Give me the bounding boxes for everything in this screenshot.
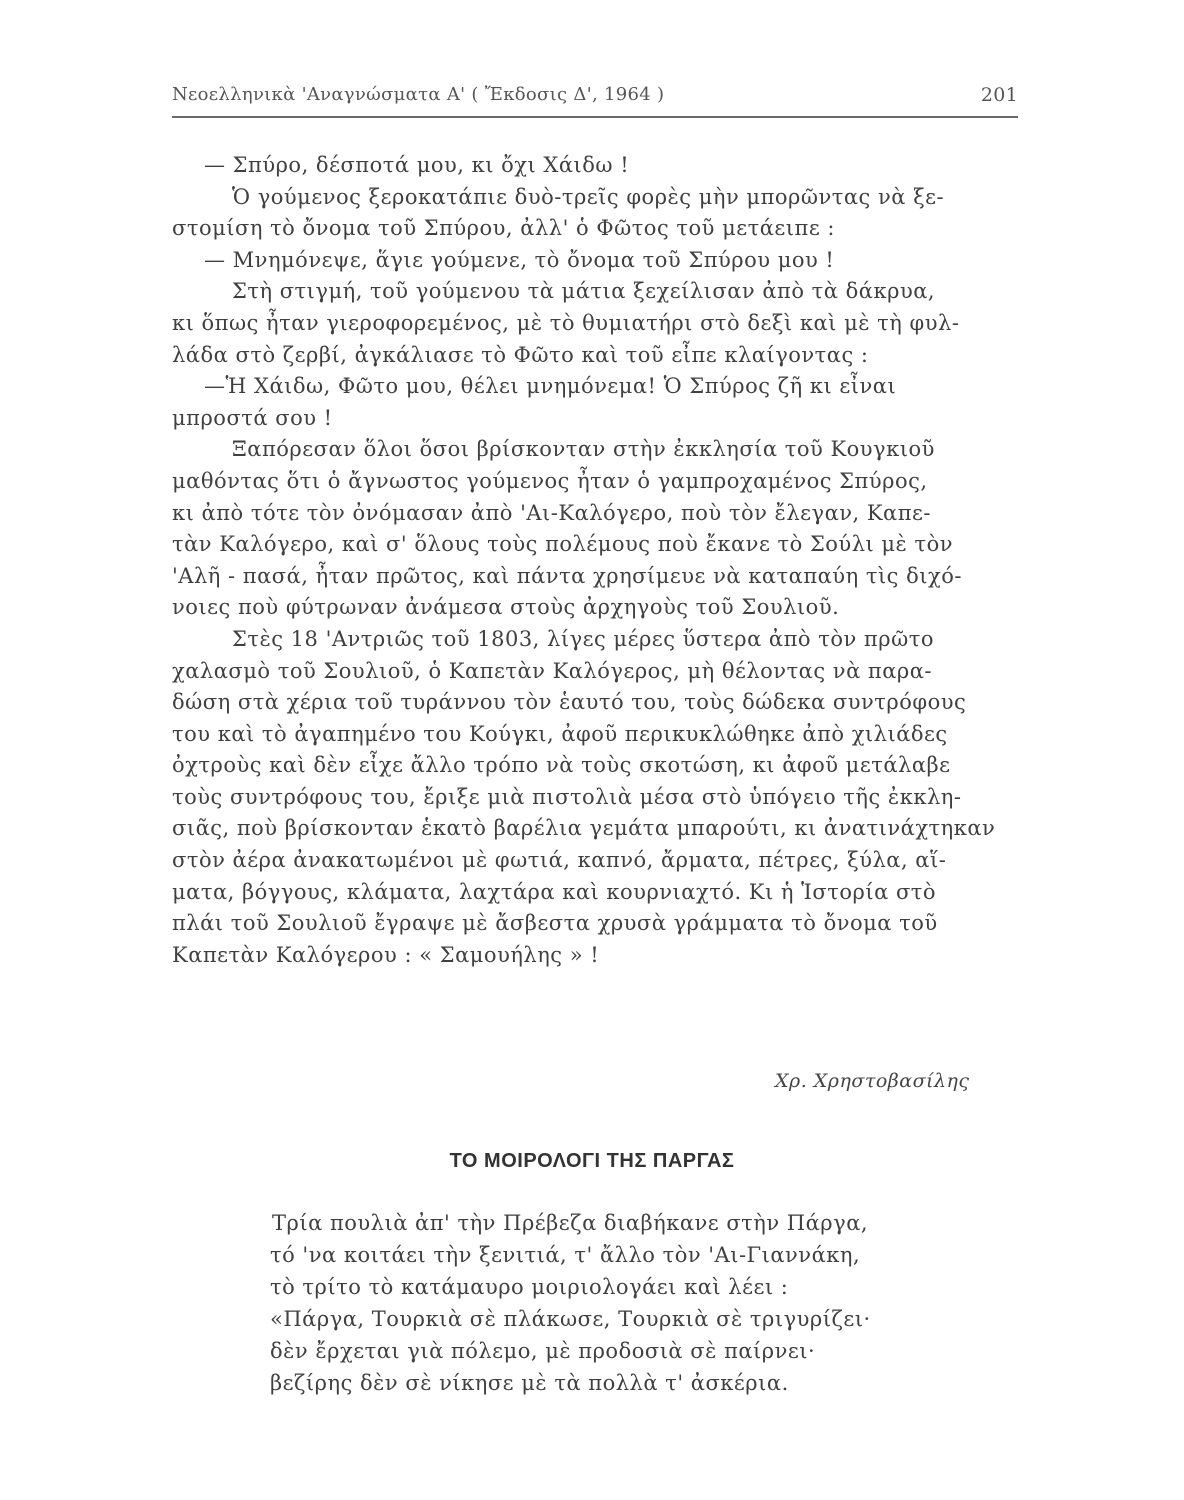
poem-title: ΤΟ ΜΟΙΡΟΛΟΓΙ ΤΗΣ ΠΑΡΓΑΣ [449,1150,735,1172]
poem-line: Τρία πουλιὰ ἀπ' τὴν Πρέβεζα διαβήκανε στὴν Πάργα, [272,1211,869,1235]
text-line: Στὲς 18 'Αντριῶς τοῦ 1803, λίγες μέρες ὕστερα ἀπὸ τὸν πρῶτο [232,626,934,651]
text-line: Στὴ στιγμή, τοῦ γούμενου τὰ μάτια ξεχείλισαν ἀπὸ τὰ δάκρυα, [232,279,936,304]
text-line: μπροστά σου ! [172,405,333,430]
text-line: ματα, βόγγους, κλάματα, λαχτάρα καὶ κουρνιαχτό. Κι ἡ Ἱστορία στὸ [172,879,937,904]
running-title: Νεοελληνικὰ 'Αναγνώσματα Α' ( Ἔκδοσις Δ', 1964 ) [172,84,665,105]
running-head [172,84,1018,114]
header-rule [172,116,1018,118]
text-line: — Μνημόνεψε, ἅγιε γούμενε, τὸ ὄνομα τοῦ Σπύρου μου ! [204,247,835,272]
text-line: Καπετὰν Καλόγερου : « Σαμουήλης » ! [172,942,600,967]
text-line: —Ἡ Χάιδω, Φῶτο μου, θέλει μνημόνεμα! Ὁ Σπύρος ζῆ κι εἶναι [204,374,897,399]
text-line: στὸν ἀέρα ἀνακατωμένοι μὲ φωτιά, καπνό, ἄρματα, πέτρες, ξύλα, αἵ- [172,848,947,873]
text-line: δώση στὰ χέρια τοῦ τυράννου τὸν ἑαυτό του, τοὺς δώδεκα συντρόφους [172,690,967,715]
text-line: κι ὅπως ἦταν γιεροφορεμένος, μὲ τὸ θυμιατήρι στὸ δεξὶ καὶ μὲ τὴ φυλ- [172,310,960,335]
text-line: τὰν Καλόγερο, καὶ σ' ὅλους τοὺς πολέμους ποὺ ἔκανε τὸ Σούλι μὲ τὸν [172,532,954,557]
text-line: — Σπύρο, δέσποτά μου, κι ὄχι Χάιδω ! [204,153,630,177]
text-line: κι ἀπὸ τότε τὸν ὀνόμασαν ἀπὸ 'Αι-Καλόγερο, ποὺ τὸν ἔλεγαν, Καπε- [172,500,932,525]
story-text [172,150,1022,971]
text-line: πλάι τοῦ Σουλιοῦ ἔγραψε μὲ ἄσβεστα χρυσὰ γράμματα τὸ ὄνομα τοῦ [172,911,938,936]
text-line: τοὺς συντρόφους του, ἔριξε μιὰ πιστολιὰ μέσα στὸ ὑπόγειο τῆς ἐκκλη- [172,784,962,809]
text-line: ὀχτροὺς καὶ δὲν εἶχε ἄλλο τρόπο νὰ τοὺς σκοτώση, κι ἀφοῦ μετάλαβε [172,753,951,778]
poem-line: τό 'να κοιτάει τὴν ξενιτιά, τ' ἄλλο τὸν 'Αι-Γιαννάκη, [270,1243,861,1267]
text-line: σιᾶς, ποὺ βρίσκονταν ἑκατὸ βαρέλια γεμάτα μπαρούτι, κι ἀνατινάχτηκαν [172,816,996,841]
page-number: 201 [980,84,1018,106]
text-line: νοιες ποὺ φύτρωναν ἀνάμεσα στοὺς ἀρχηγοὺς τοῦ Σουλιοῦ. [172,595,840,620]
poem-line: δὲν ἔρχεται γιὰ πόλεμο, μὲ προδοσιὰ σὲ παίρνει· [270,1339,816,1363]
text-line: στομίση τὸ ὄνομα τοῦ Σπύρου, ἀλλ' ὁ Φῶτος τοῦ μετάειπε : [172,216,835,241]
text-line: Ξαπόρεσαν ὅλοι ὅσοι βρίσκονταν στὴν ἐκκλησία τοῦ Κουγκιοῦ [232,437,935,462]
poem-line: «Πάργα, Τουρκιὰ σὲ πλάκωσε, Τουρκιὰ σὲ τριγυρίζει· [270,1307,871,1331]
poem-line: βεζίρης δὲν σὲ νίκησε μὲ τὰ πολλὰ τ' ἀσκέρια. [270,1371,789,1395]
poem-line: τὸ τρίτο τὸ κατάμαυρο μοιριολογάει καὶ λέει : [270,1275,789,1299]
text-line: λάδα στὸ ζερβί, ἀγκάλιασε τὸ Φῶτο καὶ τοῦ εἶπε κλαίγοντας : [172,342,869,367]
author-signature: Χρ. Χρηστοβασίλης [775,1070,970,1092]
poem-text [270,1207,1030,1399]
text-line: Ὁ γούμενος ξεροκατάπιε δυὸ-τρεῖς φορὲς μὴν μπορῶντας νὰ ξε- [232,184,945,209]
text-line: 'Αλῆ - πασά, ἦταν πρῶτος, καὶ πάντα χρησίμευε νὰ καταπαύη τὶς διχό- [172,563,962,588]
text-line: μαθόντας ὅτι ὁ ἄγνωστος γούμενος ἦταν ὁ γαμπροχαμένος Σπύρος, [172,468,928,493]
text-line: χαλασμὸ τοῦ Σουλιοῦ, ὁ Καπετὰν Καλόγερος, μὴ θέλοντας νὰ παρα- [172,658,933,683]
text-line: του καὶ τὸ ἀγαπημένο του Κούγκι, ἀφοῦ περικυκλώθηκε ἀπὸ χιλιάδες [172,721,948,746]
